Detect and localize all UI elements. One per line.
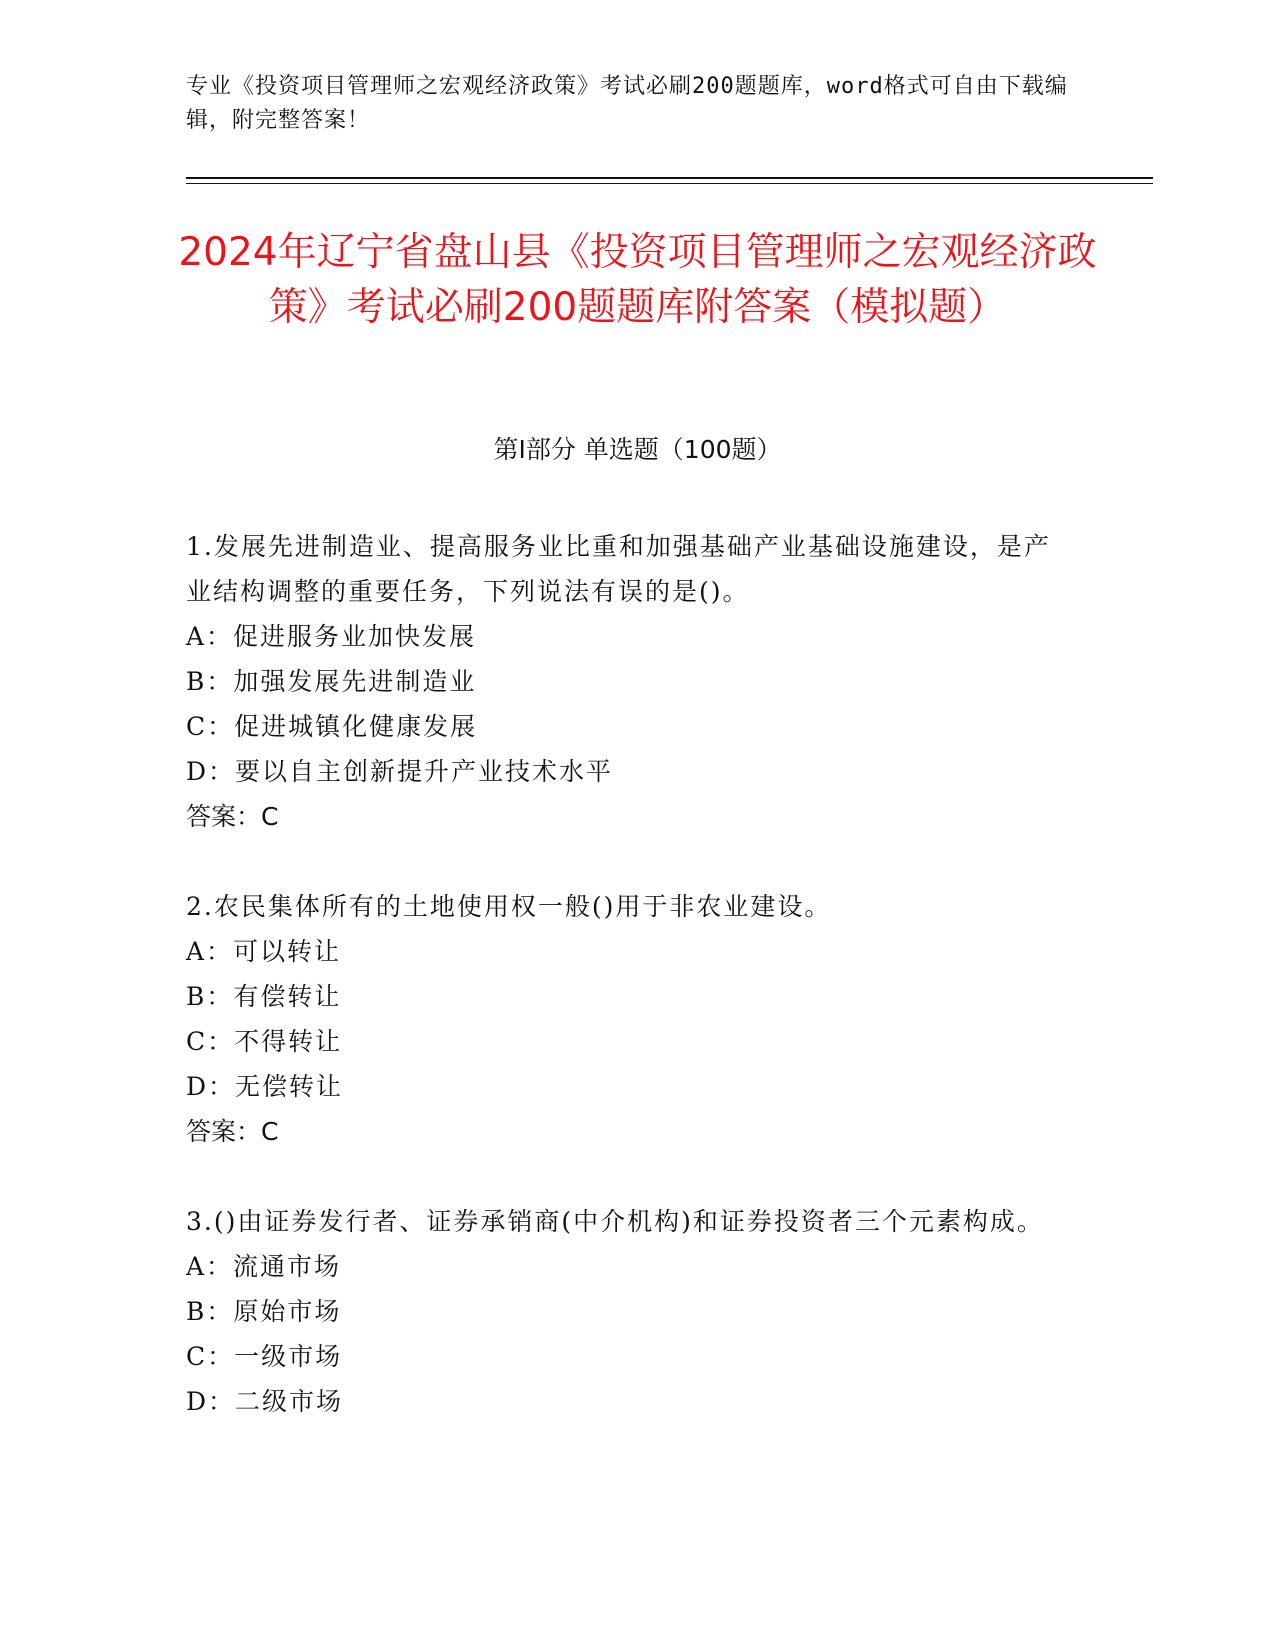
option-b: B：有偿转让 [186,982,342,1011]
option-b: B：原始市场 [186,1297,342,1326]
header-divider-thick [186,177,1153,179]
option-d: D：二级市场 [186,1387,344,1416]
question-1 [186,524,1066,839]
header-divider-thin [186,183,1153,184]
question-2 [186,884,1066,1154]
option-b: B：加强发展先进制造业 [186,667,477,696]
section-title: 第Ⅰ部分 单选题（100题） [493,435,782,464]
option-c: C：一级市场 [186,1342,343,1371]
question-3 [186,1199,1066,1424]
answer: 答案：C [186,1117,279,1146]
question-spacer [186,839,1066,884]
option-a: A：流通市场 [186,1252,342,1281]
option-c: C：促进城镇化健康发展 [186,712,478,741]
question-stem: 3.()由证券发行者、证券承销商(中介机构)和证券投资者三个元素构成。 [186,1207,1044,1236]
header-note: 专业《投资项目管理师之宏观经济政策》考试必刷200题题库，word格式可自由下载编辑，附完整答案！ [186,74,1068,133]
document-title: 2024年辽宁省盘山县《投资项目管理师之宏观经济政策》考试必刷200题题库附答案（模拟题） [178,230,1097,330]
option-c: C：不得转让 [186,1027,343,1056]
answer: 答案：C [186,802,279,831]
question-spacer [186,1154,1066,1199]
question-stem: 2.农民集体所有的土地使用权一般()用于非农业建设。 [186,892,832,921]
option-d: D：要以自主创新提升产业技术水平 [186,757,614,786]
option-a: A：促进服务业加快发展 [186,622,477,651]
question-stem: 1.发展先进制造业、提高服务业比重和加强基础产业基础设施建设，是产业结构调整的重要任务，下列说法有误的是()。 [186,532,1051,606]
question-list [186,524,1066,1424]
option-a: A：可以转让 [186,937,342,966]
option-d: D：无偿转让 [186,1072,344,1101]
